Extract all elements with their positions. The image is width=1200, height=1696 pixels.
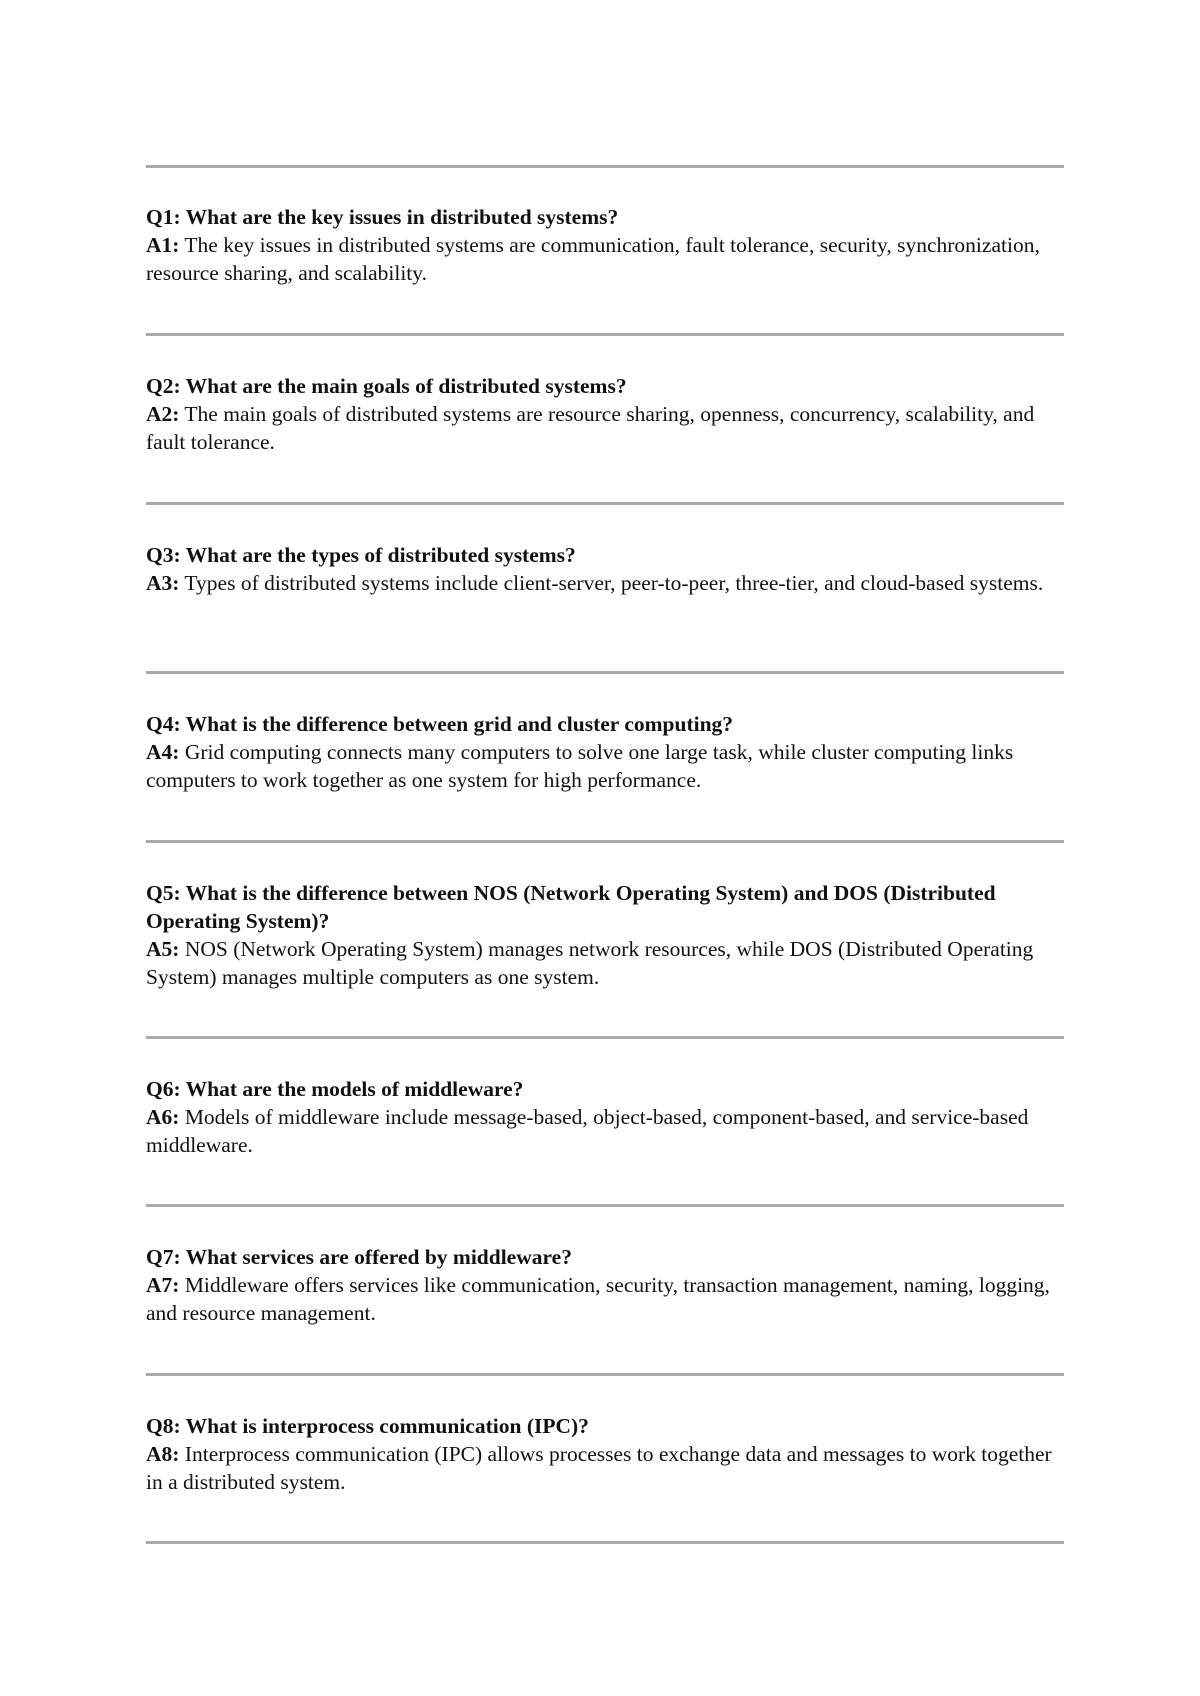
answer-text (146, 935, 1064, 991)
question-text: Q3: What are the types of distributed systems? (146, 543, 576, 567)
divider-rule (146, 1036, 1064, 1039)
answer-text (146, 231, 1064, 287)
answer-text (146, 738, 1064, 794)
answer-body: Grid computing connects many computers to solve one large task, while cluster computing links computers to work together as one system for high performance. (146, 740, 1014, 792)
divider-rule (146, 671, 1064, 674)
document-page (146, 0, 1064, 1696)
answer-body: The main goals of distributed systems are resource sharing, openness, concurrency, scalability, and fault tolerance. (146, 402, 1035, 454)
answer-body: Models of middleware include message-based, object-based, component-based, and service-based middleware. (146, 1105, 1029, 1157)
qa-item-2 (146, 372, 1064, 456)
question-text: Q7: What services are offered by middleware? (146, 1245, 572, 1269)
answer-body: Interprocess communication (IPC) allows processes to exchange data and messages to work together in a distributed system. (146, 1442, 1052, 1494)
answer-text (146, 1103, 1064, 1159)
answer-label: A2: (146, 402, 180, 426)
qa-item-6 (146, 1075, 1064, 1159)
answer-label: A8: (146, 1442, 180, 1466)
qa-item-7 (146, 1243, 1064, 1327)
divider-rule (146, 502, 1064, 505)
divider-rule (146, 840, 1064, 843)
answer-label: A3: (146, 571, 180, 595)
divider-rule (146, 1373, 1064, 1376)
divider-rule (146, 333, 1064, 336)
question-text: Q1: What are the key issues in distributed systems? (146, 205, 619, 229)
answer-body: The key issues in distributed systems are communication, fault tolerance, security, synchronization, resource sharing, and scalability. (146, 233, 1040, 285)
answer-label: A7: (146, 1273, 180, 1297)
answer-text (146, 400, 1064, 456)
answer-label: A4: (146, 740, 180, 764)
answer-body: Middleware offers services like communication, security, transaction management, naming, logging, and resource management. (146, 1273, 1050, 1325)
qa-item-5 (146, 879, 1064, 991)
answer-text (146, 1271, 1064, 1327)
divider-rule (146, 1541, 1064, 1544)
divider-rule (146, 165, 1064, 168)
question-text: Q5: What is the difference between NOS (Network Operating System) and DOS (Distributed Operating System)? (146, 881, 996, 933)
question-text: Q8: What is interprocess communication (IPC)? (146, 1414, 589, 1438)
qa-item-4 (146, 710, 1064, 794)
answer-label: A5: (146, 937, 180, 961)
qa-item-3 (146, 541, 1064, 597)
answer-body: Types of distributed systems include client-server, peer-to-peer, three-tier, and cloud-based systems. (179, 571, 1044, 595)
question-text: Q4: What is the difference between grid and cluster computing? (146, 712, 734, 736)
qa-item-8 (146, 1412, 1064, 1496)
answer-label: A6: (146, 1105, 180, 1129)
answer-text (146, 1440, 1064, 1496)
answer-body: NOS (Network Operating System) manages network resources, while DOS (Distributed Operating System) manages multiple computers as one system. (146, 937, 1034, 989)
answer-text (146, 569, 1064, 597)
question-text: Q6: What are the models of middleware? (146, 1077, 524, 1101)
divider-rule (146, 1204, 1064, 1207)
question-text: Q2: What are the main goals of distributed systems? (146, 374, 627, 398)
qa-item-1 (146, 203, 1064, 287)
answer-label: A1: (146, 233, 180, 257)
